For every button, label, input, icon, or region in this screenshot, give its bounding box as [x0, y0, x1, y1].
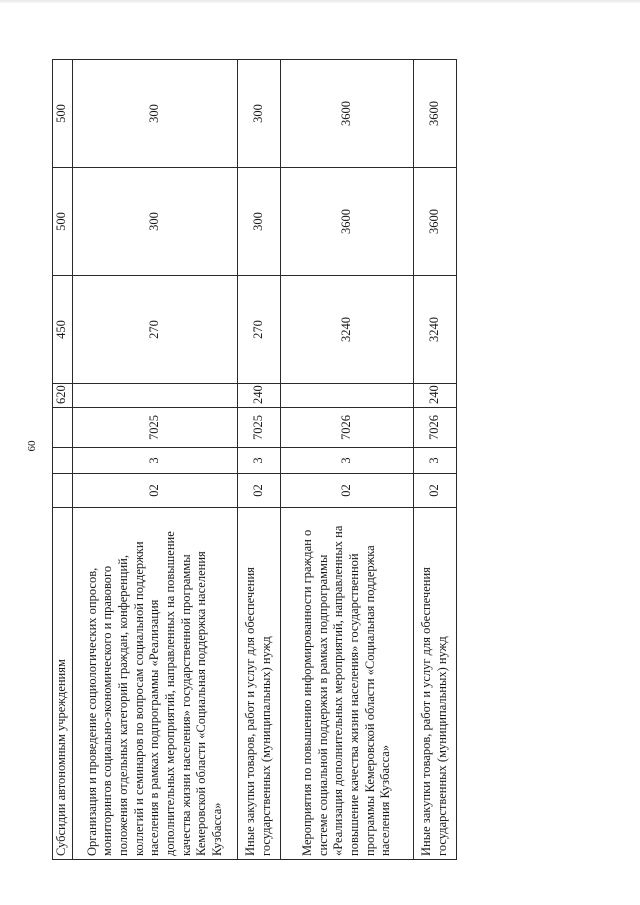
subsection-code-cell: 3 — [281, 448, 414, 474]
section-code-cell: 02 — [238, 474, 281, 508]
target-article-cell: 7026 — [414, 408, 457, 448]
amount-year3-cell: 300 — [72, 60, 237, 168]
table-row — [53, 60, 73, 860]
amount-year1-cell: 3240 — [414, 276, 457, 384]
amount-year2-cell: 300 — [238, 168, 281, 276]
row-description: Иные закупки товаров, работ и услуг для обеспечения государственных (муниципальных) нужд — [238, 508, 281, 860]
table-row — [414, 60, 457, 860]
amount-year2-cell: 500 — [53, 168, 73, 276]
table-row — [281, 60, 414, 860]
section-code-cell: 02 — [72, 474, 237, 508]
page-number: 60 — [26, 440, 38, 452]
subsection-code-cell — [53, 448, 73, 474]
row-description: Мероприятия по повышению информированности граждан о системе социальной поддержки в рамках подпрограммы «Реализация дополнительных мероприятий, направленных на повышение качества жизни населения» государственной программы Кемеровской области «Социальная поддержка населения Кузбасса» — [281, 508, 414, 860]
table-row — [238, 60, 281, 860]
amount-year2-cell: 3600 — [281, 168, 414, 276]
top-rule — [0, 0, 640, 3]
amount-year2-cell: 3600 — [414, 168, 457, 276]
section-code-cell: 02 — [414, 474, 457, 508]
expense-type-cell — [72, 384, 237, 408]
row-description: Субсидии автономным учреждениям — [53, 508, 73, 860]
row-description: Иные закупки товаров, работ и услуг для обеспечения государственных (муниципальных) нужд — [414, 508, 457, 860]
table-row — [72, 60, 237, 860]
row-description: Организация и проведение социологических опросов, мониторингов социально-экономического и правового положения отдельных категорий граждан, конференций, коллегий и семинаров по вопросам социальной поддержки населения в рамках подпрограммы «Реализация дополнительных мероприятий, направленных на повышение качества жизни населения» государственной программы Кемеровской области «Социальная поддержка населения Кузбасса» — [72, 508, 237, 860]
target-article-cell — [53, 408, 73, 448]
target-article-cell: 7026 — [281, 408, 414, 448]
budget-table-rotated — [52, 60, 457, 860]
amount-year3-cell: 500 — [53, 60, 73, 168]
amount-year2-cell: 300 — [72, 168, 237, 276]
expense-type-cell: 240 — [414, 384, 457, 408]
amount-year1-cell: 450 — [53, 276, 73, 384]
subsection-code-cell: 3 — [72, 448, 237, 474]
amount-year1-cell: 270 — [238, 276, 281, 384]
amount-year3-cell: 3600 — [281, 60, 414, 168]
amount-year3-cell: 300 — [238, 60, 281, 168]
subsection-code-cell: 3 — [414, 448, 457, 474]
section-code-cell: 02 — [281, 474, 414, 508]
amount-year1-cell: 270 — [72, 276, 237, 384]
section-code-cell — [53, 474, 73, 508]
budget-table — [52, 59, 457, 860]
expense-type-cell: 240 — [238, 384, 281, 408]
target-article-cell: 7025 — [238, 408, 281, 448]
expense-type-cell: 620 — [53, 384, 73, 408]
amount-year1-cell: 3240 — [281, 276, 414, 384]
subsection-code-cell: 3 — [238, 448, 281, 474]
amount-year3-cell: 3600 — [414, 60, 457, 168]
expense-type-cell — [281, 384, 414, 408]
target-article-cell: 7025 — [72, 408, 237, 448]
